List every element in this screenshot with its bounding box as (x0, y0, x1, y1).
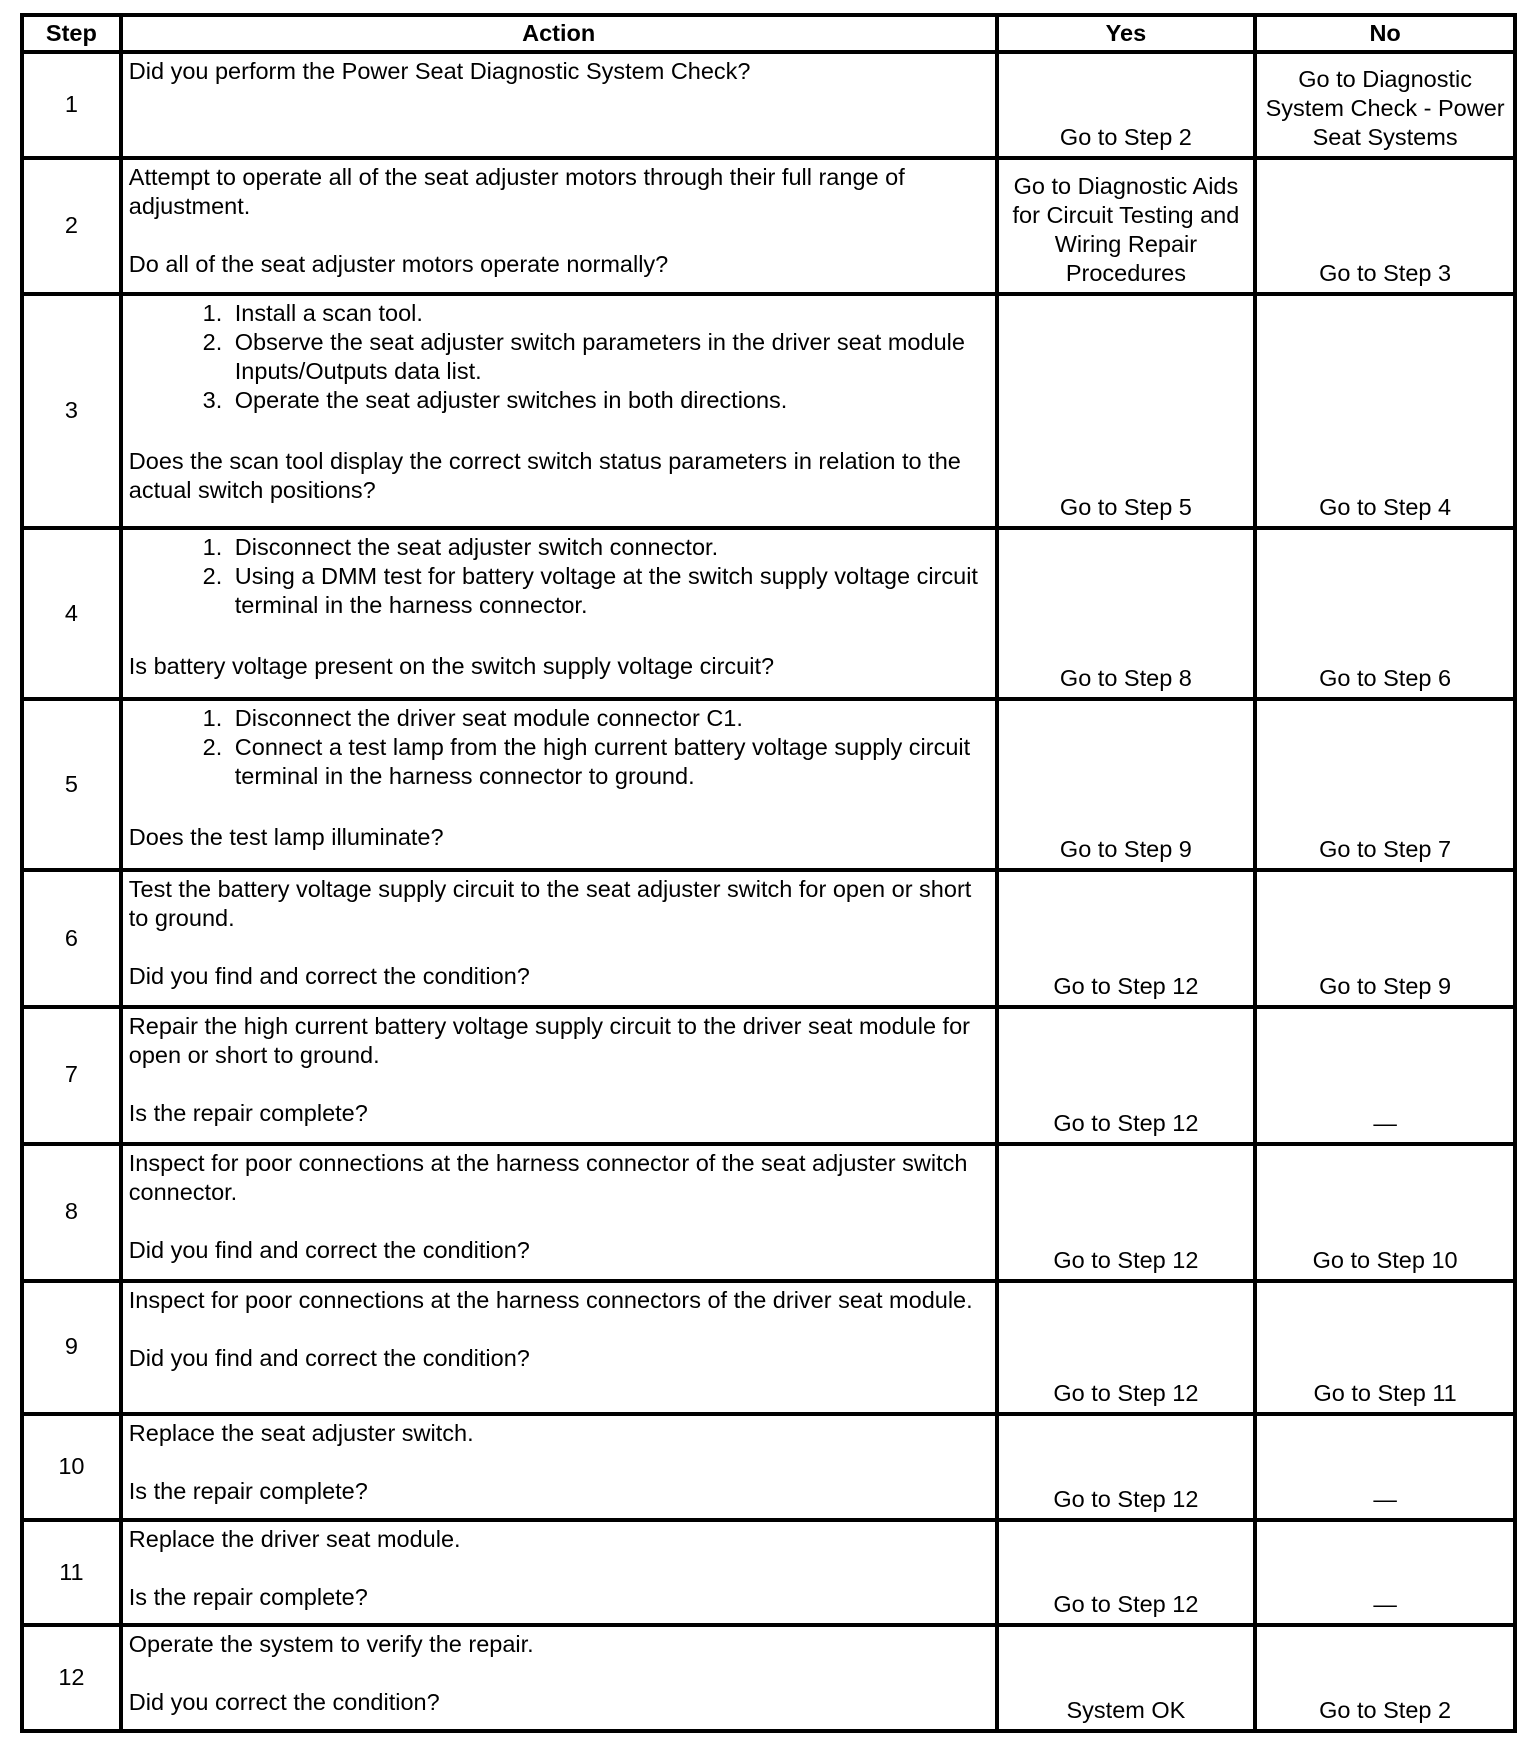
no-result: Go to Step 2 (1255, 1625, 1515, 1731)
header-no: No (1255, 15, 1515, 52)
step-number: 2 (22, 158, 121, 295)
table-row (22, 158, 1515, 295)
action-question: Is the repair complete? (128, 1583, 368, 1610)
action-question: Did you find and correct the condition? (128, 1344, 530, 1371)
action-question: Did you find and correct the condition? (128, 963, 530, 990)
spacer (129, 1659, 989, 1688)
header-yes: Yes (997, 15, 1256, 52)
no-result: Go to Step 7 (1255, 699, 1515, 870)
action-cell (121, 294, 997, 528)
procedure-list (129, 533, 989, 620)
yes-result: Go to Step 12 (997, 870, 1256, 1007)
spacer (129, 1070, 989, 1099)
procedure-step: 2. Connect a test lamp from the high current battery voltage supply circuit terminal in the harness connector to ground. (229, 733, 989, 791)
table-row (22, 294, 1515, 528)
table-row (22, 1007, 1515, 1144)
action-question: Does the test lamp illuminate? (128, 824, 444, 851)
step-number: 10 (22, 1414, 121, 1520)
step-number: 7 (22, 1007, 121, 1144)
spacer (129, 1554, 989, 1583)
spacer (129, 620, 989, 652)
header-action: Action (121, 15, 997, 52)
no-result: Go to Step 3 (1255, 158, 1515, 295)
yes-result: Go to Step 5 (997, 294, 1256, 528)
step-number: 6 (22, 870, 121, 1007)
step-number: 12 (22, 1625, 121, 1731)
table-row (22, 1144, 1515, 1281)
action-text: Operate the system to verify the repair. (128, 1631, 534, 1658)
spacer (129, 1448, 989, 1477)
action-cell (121, 1414, 997, 1520)
action-cell (121, 1625, 997, 1731)
action-cell (121, 1007, 997, 1144)
step-number: 4 (22, 528, 121, 699)
procedure-step: 1. Disconnect the driver seat module connector C1. (229, 704, 989, 733)
spacer (129, 791, 989, 823)
no-result: Go to Step 11 (1255, 1281, 1515, 1415)
header-row (22, 15, 1515, 52)
action-question: Is the repair complete? (128, 1100, 368, 1127)
table-row (22, 1520, 1515, 1626)
yes-result: Go to Step 8 (997, 528, 1256, 699)
action-text: Test the battery voltage supply circuit to the seat adjuster switch for open or short to ground. (128, 876, 972, 932)
action-question: Do all of the seat adjuster motors operate normally? (128, 250, 669, 277)
step-number: 1 (22, 52, 121, 158)
action-question: Did you correct the condition? (128, 1689, 440, 1716)
procedure-step: 2. Observe the seat adjuster switch parameters in the driver seat module Inputs/Outputs data list. (229, 328, 989, 386)
yes-result: Go to Step 12 (997, 1007, 1256, 1144)
no-result: Go to Diagnostic System Check - Power Seat Systems (1255, 52, 1515, 158)
spacer (129, 933, 989, 962)
step-number: 3 (22, 294, 121, 528)
step-number: 11 (22, 1520, 121, 1626)
action-cell (121, 52, 997, 158)
spacer (129, 1315, 989, 1344)
table-row (22, 870, 1515, 1007)
yes-result: Go to Step 12 (997, 1414, 1256, 1520)
spacer (129, 221, 989, 250)
procedure-list (129, 299, 989, 415)
yes-result: Go to Step 12 (997, 1281, 1256, 1415)
table-row (22, 1625, 1515, 1731)
yes-result: Go to Step 12 (997, 1520, 1256, 1626)
action-question: Is battery voltage present on the switch supply voltage circuit? (128, 652, 775, 679)
spacer (129, 415, 989, 447)
action-cell (121, 528, 997, 699)
table-body (22, 52, 1515, 1731)
no-result: Go to Step 9 (1255, 870, 1515, 1007)
yes-result: Go to Step 2 (997, 52, 1256, 158)
action-cell (121, 158, 997, 295)
procedure-step: 3. Operate the seat adjuster switches in both directions. (229, 386, 989, 415)
step-number: 8 (22, 1144, 121, 1281)
action-text: Replace the driver seat module. (128, 1525, 461, 1552)
table-row (22, 528, 1515, 699)
action-text: Did you perform the Power Seat Diagnostic System Check? (128, 58, 751, 84)
procedure-step: 1. Disconnect the seat adjuster switch connector. (229, 533, 989, 562)
no-result: Go to Step 10 (1255, 1144, 1515, 1281)
action-text: Repair the high current battery voltage supply circuit to the driver seat module for open or short to ground. (128, 1013, 970, 1069)
no-result: — (1255, 1007, 1515, 1144)
action-question: Is the repair complete? (128, 1478, 368, 1505)
yes-result: Go to Step 12 (997, 1144, 1256, 1281)
no-result: Go to Step 4 (1255, 294, 1515, 528)
no-result: — (1255, 1414, 1515, 1520)
yes-result: Go to Diagnostic Aids for Circuit Testing and Wiring Repair Procedures (997, 158, 1256, 295)
no-result: Go to Step 6 (1255, 528, 1515, 699)
action-cell (121, 1520, 997, 1626)
header-step: Step (22, 15, 121, 52)
no-result: — (1255, 1520, 1515, 1626)
table-row (22, 1281, 1515, 1415)
action-text: Inspect for poor connections at the harness connector of the seat adjuster switch connector. (128, 1149, 968, 1205)
action-cell (121, 1144, 997, 1281)
step-number: 5 (22, 699, 121, 870)
table-row (22, 52, 1515, 158)
diagnostic-table (20, 13, 1517, 1733)
table-row (22, 699, 1515, 870)
table-row (22, 1414, 1515, 1520)
procedure-step: 2. Using a DMM test for battery voltage at the switch supply voltage circuit terminal in the harness connector. (229, 562, 989, 620)
action-question: Did you find and correct the condition? (128, 1236, 530, 1263)
procedure-step: 1. Install a scan tool. (229, 299, 989, 328)
action-question: Does the scan tool display the correct switch status parameters in relation to the actual switch positions? (128, 448, 961, 504)
yes-result: System OK (997, 1625, 1256, 1731)
action-text: Attempt to operate all of the seat adjuster motors through their full range of adjustment. (128, 163, 905, 219)
spacer (129, 1207, 989, 1236)
action-text: Replace the seat adjuster switch. (128, 1420, 474, 1447)
action-cell (121, 699, 997, 870)
yes-result: Go to Step 9 (997, 699, 1256, 870)
action-cell (121, 1281, 997, 1415)
action-cell (121, 870, 997, 1007)
procedure-list (129, 704, 989, 791)
action-text: Inspect for poor connections at the harness connectors of the driver seat module. (128, 1286, 973, 1313)
step-number: 9 (22, 1281, 121, 1415)
